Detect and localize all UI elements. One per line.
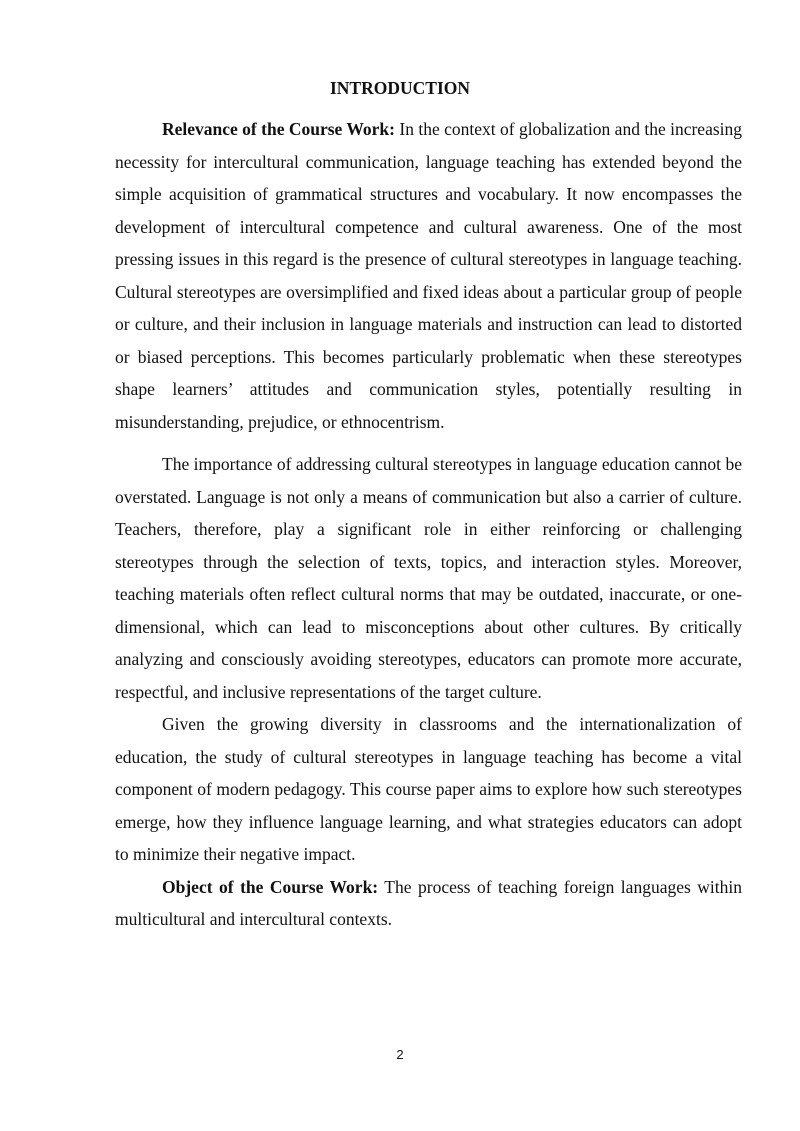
paragraph-lead: Relevance of the Course Work: — [162, 119, 395, 139]
paragraph-relevance — [115, 113, 742, 438]
paragraph-text: The importance of addressing cultural stereotypes in language education cannot be overstated. Language is not only a means of communication but also a carrier of culture. Teachers, therefore, play a significant role in either reinforcing or challenging stereotypes through the selection of texts, topics, and interaction styles. Moreover, teaching materials often reflect cultural norms that may be outdated, inaccurate, or one-dimensional, which can lead to misconceptions about other cultures. By critically analyzing and consciously avoiding stereotypes, educators can promote more accurate, respectful, and inclusive representations of the target culture. — [115, 454, 742, 702]
paragraph-importance — [115, 448, 742, 708]
page-number: 2 — [396, 1047, 404, 1062]
document-body — [115, 113, 742, 936]
paragraph-lead: Object of the Course Work: — [162, 876, 379, 897]
paragraph-object — [115, 871, 742, 936]
page-title: INTRODUCTION — [329, 78, 471, 98]
paragraph-text: In the context of globalization and the increasing necessity for intercultural communication, language teaching has extended beyond the simple acquisition of grammatical structures and vocabulary. It now encompasses the development of intercultural competence and cultural awareness. One of the most pressing issues in this regard is the presence of cultural stereotypes in language teaching. Cultural stereotypes are oversimplified and fixed ideas about a particular group of people or culture, and their inclusion in language materials and instruction can lead to distorted or biased perceptions. This becomes particularly problematic when these stereotypes shape learners’ attitudes and communication styles, potentially resulting in misunderstanding, prejudice, or ethnocentrism. — [115, 119, 743, 432]
paragraph-text: Given the growing diversity in classrooms and the internationalization of education, the study of cultural stereotypes in language teaching has become a vital component of modern pedagogy. This course paper aims to explore how such stereotypes emerge, how they influence language learning, and what strategies educators can adopt to minimize their negative impact. — [115, 714, 742, 864]
paragraph-diversity — [115, 708, 742, 871]
paragraph-text: The process of teaching foreign languages within multicultural and intercultural contexts. — [115, 876, 742, 929]
